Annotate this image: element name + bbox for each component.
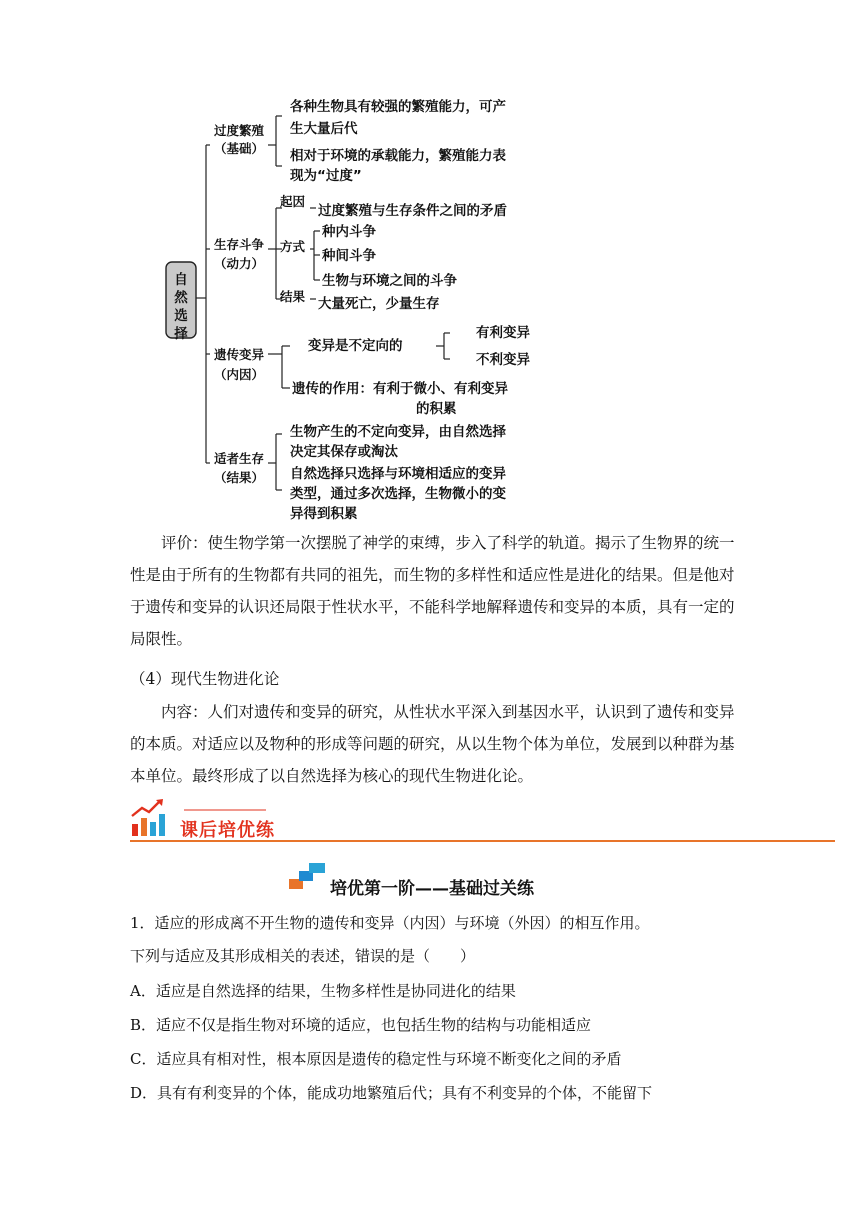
branch-tag: （内因） — [213, 367, 265, 382]
branch-name: 生存斗争 — [213, 237, 265, 252]
branch-tag: （基础） — [213, 141, 265, 156]
diagram-text: 种间斗争 — [322, 248, 376, 264]
branch-name: 遗传变异 — [213, 347, 265, 362]
question-stem-line: 1．适应的形成离不开生物的遗传和变异（内因）与环境（外因）的相互作用。 — [130, 914, 650, 932]
branch-tag: （结果） — [213, 470, 265, 485]
rising-chart-icon — [132, 799, 165, 836]
diagram-text: 类型，通过多次选择，生物微小的变 — [290, 486, 506, 502]
root-label: 自然选择 — [174, 272, 188, 342]
option-b: B．适应不仅是指生物对环境的适应，也包括生物的结构与功能相适应 — [130, 1016, 592, 1034]
content-text: 内容：人们对遗传和变异的研究，从性状水平深入到基因水平，认识到了遗传和变异的本质。对适应以及物种的形成等问题的研究，从以生物个体为单位，发展到以种群为基本单位。最终形成了以自然选择为核心的现代生物进化论。 — [130, 703, 735, 785]
diagram-text: 各种生物具有较强的繁殖能力，可产 — [290, 99, 506, 115]
diagram-text: 决定其保存或淘汰 — [290, 444, 398, 460]
diagram-text: 过度繁殖与生存条件之间的矛盾 — [318, 203, 507, 219]
diagram-text: 的积累 — [416, 401, 457, 417]
result-label: 结果 — [280, 289, 306, 304]
branch-name: 适者生存 — [213, 451, 265, 466]
option-c: C．适应具有相对性，根本原因是遗传的稳定性与环境不断变化之间的矛盾 — [130, 1050, 622, 1068]
diagram-text: 大量死亡，少量生存 — [318, 296, 440, 312]
option-d: D．具有有利变异的个体，能成功地繁殖后代；具有不利变异的个体，不能留下 — [130, 1084, 653, 1102]
diagram-text: 现为“过度” — [290, 168, 362, 184]
branch-struggle-for-existence — [214, 194, 508, 312]
natural-selection-concept-map — [150, 90, 610, 526]
diagram-text: 变异是不定向的 — [308, 338, 403, 354]
branch-overproduction — [214, 98, 507, 184]
content-paragraph — [130, 696, 736, 792]
diagram-text: 自然选择只选择与环境相适应的变异 — [290, 466, 506, 482]
diagram-text: 有利变异 — [476, 325, 530, 341]
mode-label: 方式 — [280, 239, 306, 254]
option-a: A．适应是自然选择的结果，生物多样性是协同进化的结果 — [130, 982, 516, 1000]
branch-survival-of-fittest — [214, 423, 507, 522]
question-stem-line: 下列与适应及其形成相关的表述，错误的是（ ） — [130, 947, 476, 965]
diagram-text: 不利变异 — [476, 352, 530, 368]
subsection-title: 培优第一阶——基础过关练 — [330, 879, 534, 899]
evaluation-paragraph — [130, 527, 736, 655]
diagram-text: 生大量后代 — [290, 121, 358, 137]
diagram-text: 种内斗争 — [322, 224, 376, 240]
stairs-icon — [289, 862, 329, 892]
evaluation-text: 评价：使生物学第一次摆脱了神学的束缚，步入了科学的轨道。揭示了生物界的统一性是由于所有的生物都有共同的祖先，而生物的多样性和适应性是进化的结果。但是他对于遗传和变异的认识还局限于性状水平，不能科学地解释遗传和变异的本质，具有一定的局限性。 — [130, 534, 735, 648]
branch-heredity-variation — [214, 324, 531, 417]
diagram-text: 生物与环境之间的斗争 — [322, 273, 457, 289]
diagram-text: 生物产生的不定向变异，由自然选择 — [290, 424, 506, 440]
branch-tag: （动力） — [213, 256, 265, 271]
branch-name: 过度繁殖 — [213, 123, 265, 138]
diagram-text: 相对于环境的承载能力，繁殖能力表 — [290, 148, 506, 164]
section-heading-4 — [130, 663, 736, 695]
root-node — [166, 262, 196, 342]
heading-text: （4）现代生物进化论 — [130, 670, 280, 688]
section-title: 课后培优练 — [180, 820, 275, 841]
cause-label: 起因 — [280, 194, 306, 209]
diagram-text: 异得到积累 — [290, 506, 358, 522]
diagram-text: 遗传的作用：有利于微小、有利变异 — [292, 381, 508, 397]
